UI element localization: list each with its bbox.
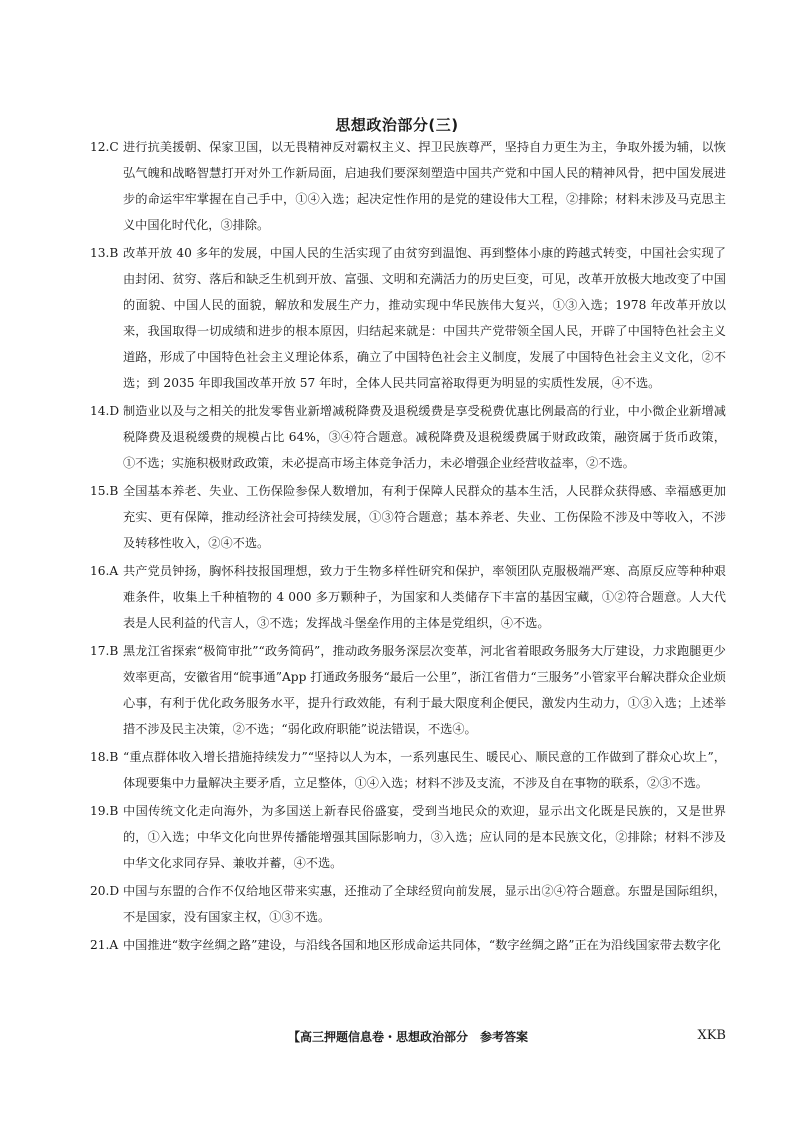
- answer-number: 18.B: [90, 750, 119, 764]
- answer-item: [90, 478, 726, 556]
- footer-title: 【高三押题信息卷・思想政治部分 参考答案: [287, 1030, 528, 1044]
- answer-item: [90, 932, 726, 958]
- answer-item: [90, 558, 726, 636]
- answer-explanation: 中国推进“数字丝绸之路”建设，与沿线各国和地区形成命运共同体，“数字丝绸之路”正在为沿线国家带去数字化: [123, 938, 721, 952]
- answer-number: 17.B: [90, 644, 119, 658]
- answer-number: 20.D: [90, 884, 120, 898]
- answer-item: [90, 878, 726, 930]
- answer-explanation: 制造业以及与之相关的批发零售业新增减税降费及退税缓费是享受税费优惠比例最高的行业，中小微企业新增减税降费及退税缓费的规模占比 64%，③④符合题意。减税降费及退税缓费属于财政政策，融资属于货币政策，①不选；实施积极财政政策，未必提高市场主体竞争活力，未必增强企业经营收益率，②不选。: [123, 404, 726, 470]
- footer-code: XKB: [697, 1028, 726, 1043]
- answer-explanation: “重点群体收入增长措施持续发力”“坚持以人为本，一系列惠民生、暖民心、顺民意的工作做到了群众心坎上”，体现要集中力量解决主要矛盾，立足整体，①④入选；材料不涉及支流，不涉及自在事物的联系，②③不选。: [123, 750, 726, 790]
- answer-item: [90, 134, 726, 238]
- answer-item: [90, 398, 726, 476]
- answer-number: 21.A: [90, 938, 119, 952]
- answer-explanation: 进行抗美援朝、保家卫国，以无畏精神反对霸权主义、捍卫民族尊严，坚持自力更生为主，争取外援为辅，以恢弘气魄和战略智慧打开对外工作新局面，启迪我们要深刻塑造中国共产党和中国人民的精神风骨，把中国发展进步的命运牢牢掌握在自己手中，①④入选；起决定性作用的是党的建设伟大工程，②排除；材料未涉及马克思主义中国化时代化，③排除。: [123, 140, 726, 232]
- answer-explanation: 黑龙江省探索“极简审批”“政务简码”，推动政务服务深层次变革，河北省着眼政务服务大厅建设，力求跑腿更少效率更高，安徽省用“皖事通”App 打通政务服务“最后一公里”，浙江省借力“三服务”小管家平台解决群众企业烦心事，有利于优化政务服务水平，提升行政效能，有利于最大限度利企便民，激发内生动力，①③入选；上述举措不涉及民主决策，②不选；“弱化政府职能”说法错误，不选④。: [123, 644, 726, 736]
- answer-item: [90, 240, 726, 396]
- answer-number: 13.B: [90, 246, 119, 260]
- answer-explanation: 改革开放 40 多年的发展，中国人民的生活实现了由贫穷到温饱、再到整体小康的跨越式转变，中国社会实现了由封闭、贫穷、落后和缺乏生机到开放、富强、文明和充满活力的历史巨变，可见，改革开放极大地改变了中国的面貌、中国人民的面貌，解放和发展生产力，推动实现中华民族伟大复兴，①③入选；1978 年改革开放以来，我国取得一切成绩和进步的根本原因，归结起来就是：中国共产党带领全国人民，开辟了中国特色社会主义道路，形成了中国特色社会主义理论体系，确立了中国特色社会主义制度，发展了中国特色社会主义文化，②不选；到 2035 年即我国改革开放 57 年时，全体人民共同富裕取得更为明显的实质性发展，④不选。: [123, 246, 726, 390]
- answer-explanation: 中国传统文化走向海外，为多国送上新春民俗盛宴，受到当地民众的欢迎，显示出文化既是民族的，又是世界的，①入选；中华文化向世界传播能增强其国际影响力，③入选；应认同的是本民族文化，②排除；材料不涉及中华文化求同存异、兼收并蓄，④不选。: [123, 804, 726, 870]
- answer-number: 19.B: [90, 804, 119, 818]
- answer-number: 14.D: [90, 404, 120, 418]
- page-title: 思想政治部分(三): [335, 116, 459, 134]
- page-footer: [90, 1028, 726, 1046]
- answer-explanation: 共产党员钟扬，胸怀科技报国理想，致力于生物多样性研究和保护，率领团队克服极端严寒、高原反应等种种艰难条件，收集上千种植物的 4 000 多万颗种子，为国家和人类储存下丰富的基因宝藏，①②符合题意。人大代表是人民利益的代言人，③不选；发挥战斗堡垒作用的主体是党组织，④不选。: [123, 564, 726, 630]
- answer-item: [90, 798, 726, 876]
- answer-explanation: 全国基本养老、失业、工伤保险参保人数增加，有利于保障人民群众的基本生活，人民群众获得感、幸福感更加充实、更有保障，推动经济社会可持续发展，①③符合题意；基本养老、失业、工伤保险不涉及中等收入，不涉及转移性收入，②④不选。: [123, 484, 726, 550]
- answer-explanation: 中国与东盟的合作不仅给地区带来实惠，还推动了全球经贸向前发展，显示出②④符合题意。东盟是国际组织，不是国家，没有国家主权，①③不选。: [123, 884, 726, 924]
- answer-number: 16.A: [90, 564, 119, 578]
- answer-number: 12.C: [90, 140, 119, 154]
- answer-item: [90, 744, 726, 796]
- answer-item: [90, 638, 726, 742]
- answer-number: 15.B: [90, 484, 119, 498]
- answer-list: [90, 134, 726, 960]
